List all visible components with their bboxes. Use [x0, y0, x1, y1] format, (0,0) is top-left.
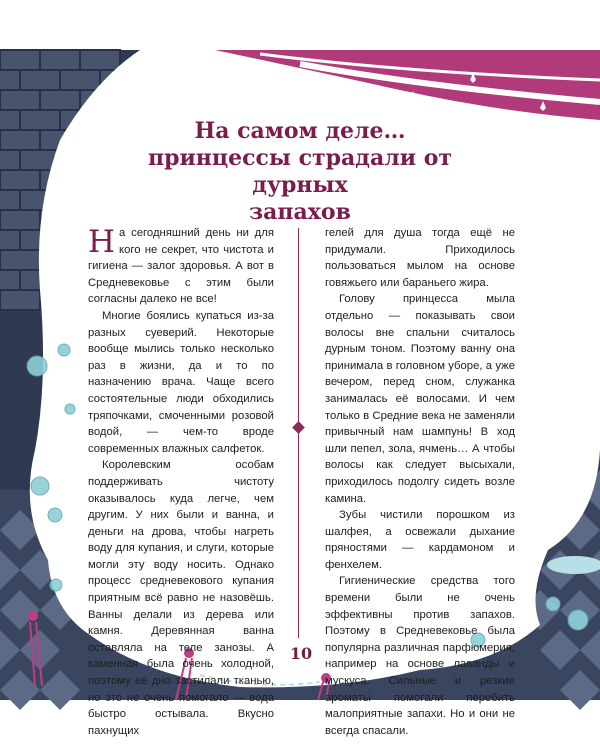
left-text-column — [88, 225, 274, 739]
right-text-column — [325, 225, 515, 739]
title-line-3: запахов — [249, 199, 351, 225]
title-line-1: На самом деле… — [194, 118, 406, 144]
drop-cap: Н — [88, 224, 116, 260]
book-page — [0, 50, 600, 737]
page-title — [120, 118, 480, 226]
paragraph: Зубы чистили порошком из шалфея, а освежали дыхание пряностями — кардамоном и фенхелем. — [325, 509, 515, 571]
paragraph: Гигиенические средства того времени были не очень эффективны против запахов. Поэтому в Средневековье была популярна различная парфюмерия, например на основе лаванды и мускуса. Сильные и резкие ароматы помогали перебить малоприятные запахи. Но и они не всегда спасали. — [325, 575, 515, 737]
paragraph: Королевским особам поддерживать чистоту оказывалось куда легче, чем другим. У них были и ванна, и деньги на дрова, чтобы нагреть воду для купания, и слуги, которые могли эту воду носить. Однако процесс средневекового купания приятным всё равно не назовёшь. Ванны делали из дерева или камня. Деревянная ванна оставляла на теле занозы. А каменная была очень холодной, поэтому её дно застилали тканью, но это не очень помогало — вода быстро остывала. Вкусно пахнущих — [88, 459, 274, 737]
paragraph: Голову принцесса мыла отдельно — показывать свои волосы вне спальни считалось дурным тоном. Поэтому ванну она принимала в головном уборе, а уже вечером, перед сном, служанка занималась её волосами. И чем только в Средние века не заменяли привычный нам шампунь! В ход шли пепел, зола, ячмень… А чтобы волосы как следует высыхали, приходилось подолгу сидеть возле камина. — [325, 293, 515, 505]
paragraph: Многие боялись купаться из-за разных суеверий. Некоторые вообще мылись только несколько раз в жизни, да и то по назначению врача. Чаще всего состоятельные люди обходились тряпочками, смоченными розовой водой, — чем-то вроде современных влажных салфеток. — [88, 309, 274, 455]
page-number: 10 — [289, 644, 313, 663]
paragraph: На сегодняшний день ни для кого не секрет, что чистота и гигиена — залог здоровья. А вот в Средневековье с этим были согласны далеко не все! — [88, 224, 274, 306]
paragraph: гелей для душа тогда ещё не придумали. Приходилось пользоваться мылом на основе говяжьего или бараньего жира. — [325, 227, 515, 289]
title-line-2: принцессы страдали от дурных — [147, 145, 453, 198]
